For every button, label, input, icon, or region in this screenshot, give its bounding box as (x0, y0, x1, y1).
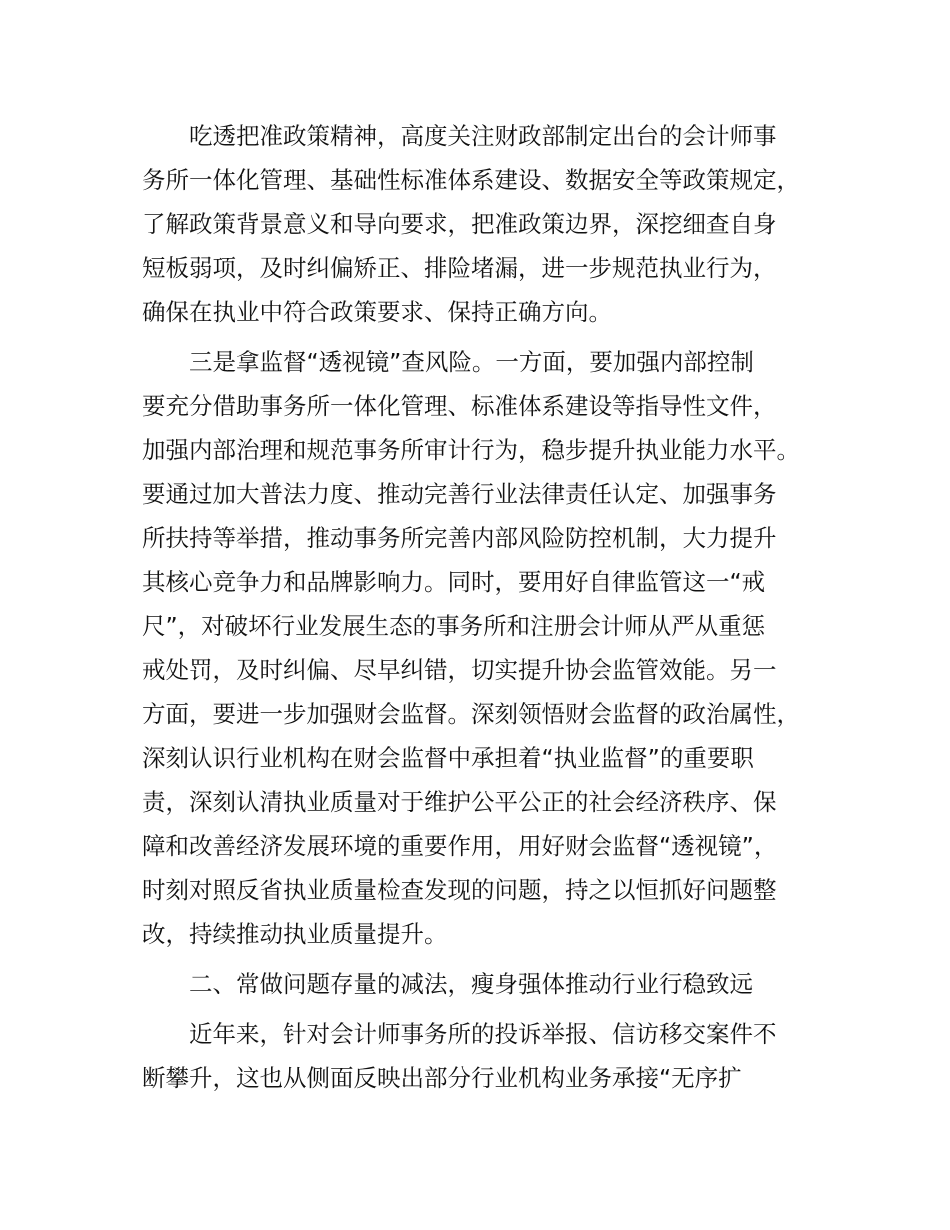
text-line: 近年来，针对会计师事务所的投诉举报、信访移交案件不 (142, 1020, 777, 1048)
text-line: 改，持续推动执业质量提升。 (142, 920, 448, 948)
text-line: 断攀升，这也从侧面反映出部分行业机构业务承接“无序扩 (142, 1064, 742, 1092)
text-line: 戒处罚，及时纠偏、尽早纠错，切实提升协会监管效能。另一 (142, 656, 777, 684)
text-line: 尺”，对破坏行业发展生态的事务所和注册会计师从严从重惩 (142, 612, 766, 640)
text-line: 要充分借助事务所一体化管理、标准体系建设等指导性文件， (142, 392, 777, 420)
text-line: 了解政策背景意义和导向要求，把准政策边界，深挖细查自身 (142, 210, 777, 238)
text-line: 责，深刻认清执业质量对于维护公平公正的社会经济秩序、保 (142, 788, 777, 816)
section-heading: 二、常做问题存量的减法，瘦身强体推动行业行稳致远 (142, 970, 753, 998)
text-line: 吃透把准政策精神，高度关注财政部制定出台的会计师事 (142, 122, 777, 150)
text-line: 确保在执业中符合政策要求、保持正确方向。 (142, 298, 612, 326)
text-line: 三是拿监督“透视镜”查风险。一方面，要加强内部控制 (142, 348, 754, 376)
text-line: 要通过加大普法力度、推动完善行业法律责任认定、加强事务 (142, 480, 777, 508)
text-line: 所扶持等举措，推动事务所完善内部风险防控机制，大力提升 (142, 524, 777, 552)
text-line: 时刻对照反省执业质量检查发现的问题，持之以恒抓好问题整 (142, 876, 777, 904)
text-line: 方面，要进一步加强财会监督。深刻领悟财会监督的政治属性， (142, 700, 800, 728)
text-line: 务所一体化管理、基础性标准体系建设、数据安全等政策规定， (142, 166, 800, 194)
text-line: 其核心竞争力和品牌影响力。同时，要用好自律监管这一“戒 (142, 568, 766, 596)
text-line: 短板弱项，及时纠偏矫正、排险堵漏，进一步规范执业行为， (142, 254, 777, 282)
text-line: 障和改善经济发展环境的重要作用，用好财会监督“透视镜”， (142, 832, 778, 860)
text-line: 深刻认识行业机构在财会监督中承担着“执业监督”的重要职 (142, 744, 754, 772)
text-line: 加强内部治理和规范事务所审计行为，稳步提升执业能力水平。 (142, 436, 800, 464)
